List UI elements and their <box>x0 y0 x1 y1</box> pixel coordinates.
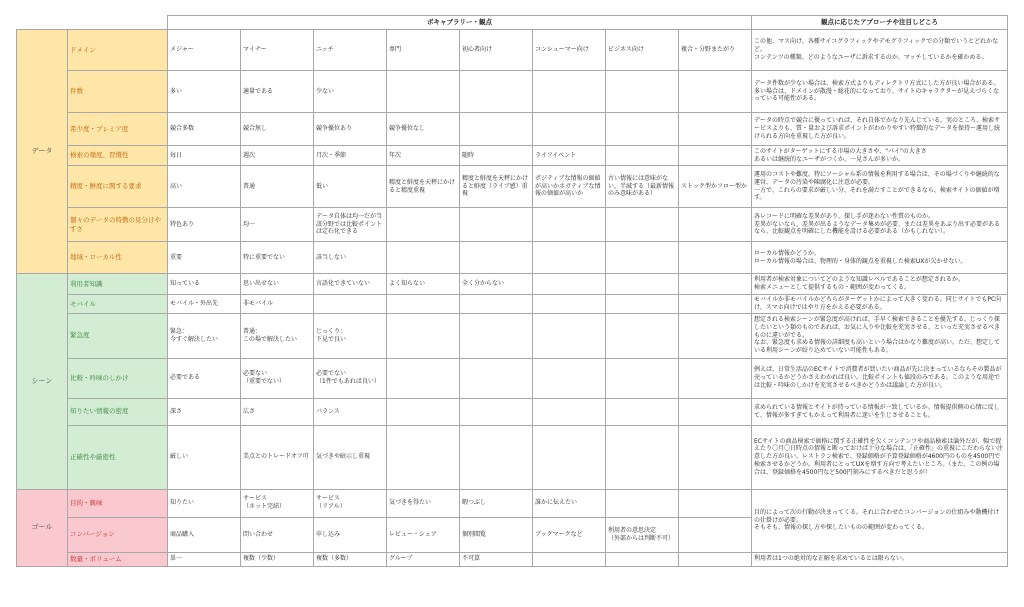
value-cell <box>460 398 533 425</box>
value-cell <box>387 242 460 274</box>
value-cell: レビュー・シェア <box>387 517 460 552</box>
value-cell <box>679 208 752 242</box>
value-cell: 必要である <box>168 358 241 398</box>
attribute-label: 検索の頻度、習慣性 <box>68 146 168 166</box>
value-cell <box>606 313 679 358</box>
value-cell <box>679 295 752 314</box>
value-cell: 単一 <box>168 552 241 566</box>
value-cell <box>387 71 460 113</box>
table-row <box>17 242 1008 274</box>
value-cell: ビジネス向け <box>606 30 679 71</box>
approach-note: 運用のコストや難度。特にソーシャル系の情報を利用する場合は、その場づくりや継続的な運営、データの汚染や陳腐化に注意が必要。 一方で、これらの要求が厳しい分、それを満たすことができるなら、検索サイトの価値が増す。 <box>752 166 1008 208</box>
value-cell <box>460 425 533 489</box>
table-row <box>17 313 1008 358</box>
value-cell: 全く分からない <box>460 274 533 295</box>
table-row <box>17 425 1008 489</box>
value-cell <box>606 113 679 146</box>
value-cell: 精度と鮮度を天秤にかけると鮮度（ライブ感）重視 <box>460 166 533 208</box>
table-row <box>17 489 1008 517</box>
approach-note: ローカル情報かどうか。 ローカル情報の場合は、物理的・身体的観点を重視した検索UXが欠かせない。 <box>752 242 1008 274</box>
value-cell: 高い <box>168 166 241 208</box>
value-cell: 特に重要でない <box>241 242 314 274</box>
value-cell: データ自体は均一だが当該分野では比較ポイントは定石化できる <box>314 208 387 242</box>
value-cell: 月次・季節 <box>314 146 387 166</box>
attribute-label: 個々のデータの特徴の見分けやすさ <box>68 208 168 242</box>
value-cell <box>679 313 752 358</box>
value-cell: 普通 <box>241 166 314 208</box>
value-cell: メジャー <box>168 30 241 71</box>
attribute-label: コンバージョン <box>68 517 168 552</box>
value-cell: 重要 <box>168 242 241 274</box>
value-cell: 商品購入 <box>168 517 241 552</box>
table-row <box>17 358 1008 398</box>
value-cell: 適量である <box>241 71 314 113</box>
approach-note: 各レコードに明確な差異があり、探し手が迷わない性質のものか。 差異がないなら、差異が出るようなデータ集めが必要、または差異をあぶり出す必要があるなら、比較観点を明確にした機能を設ける必要がある（かもしれない）。 <box>752 208 1008 242</box>
group-label-data: データ <box>17 30 68 274</box>
value-cell: 深さ <box>168 398 241 425</box>
value-cell: じっくり： 下見で良い <box>314 313 387 358</box>
value-cell <box>606 146 679 166</box>
value-cell <box>314 295 387 314</box>
value-cell <box>679 358 752 398</box>
table-row <box>17 30 1008 71</box>
approach-note: 想定される検索シーンが緊急度が高ければ、手早く検索できることを優先する。じっくり探したいという類のものであれば、お気に入りや比較を充実させる、といった充実させるべきものに違いがでる。 なお、緊急度も求める情報の詳細度も高いという場合はかなり難度が高い。ただ、想定している利用シーンが絞り込めていない可能性もある。 <box>752 313 1008 358</box>
table-row <box>17 208 1008 242</box>
value-cell <box>679 71 752 113</box>
value-cell: マイナー <box>241 30 314 71</box>
value-cell: ポジティブな情報の価値が高いかネガティブな情報の価値が高いか <box>533 166 606 208</box>
value-cell <box>387 398 460 425</box>
value-cell <box>679 552 752 566</box>
value-cell: 競争優位あり <box>314 113 387 146</box>
value-cell: よく知らない <box>387 274 460 295</box>
value-cell: 複合・分野またがり <box>679 30 752 71</box>
value-cell: 競合無し <box>241 113 314 146</box>
value-cell: サービス （リアル） <box>314 489 387 517</box>
value-cell: 暇つぶし <box>460 489 533 517</box>
approach-note: データの時点で競合に優っていれば、それ自体でかなり先んじている。実のところ、検索サービスよりも、質・量および訴求ポイントがわかりやすい特徴的なデータを保持～運用し続けられる方向を重視した方が良い。 <box>752 113 1008 146</box>
attribute-label: ドメイン <box>68 30 168 71</box>
value-cell <box>606 552 679 566</box>
value-cell <box>679 146 752 166</box>
table-body <box>17 30 1008 567</box>
value-cell <box>460 71 533 113</box>
value-cell <box>679 517 752 552</box>
value-cell <box>533 398 606 425</box>
value-cell: 問い合わせ <box>241 517 314 552</box>
value-cell: 非モバイル <box>241 295 314 314</box>
value-cell: 申し込み <box>314 517 387 552</box>
value-cell: 競争優位なし <box>387 113 460 146</box>
attribute-label: 緊急度 <box>68 313 168 358</box>
header-approach: 観点に応じたアプローチや注目しどころ <box>752 16 1008 30</box>
value-cell <box>679 398 752 425</box>
value-cell: 特色あり <box>168 208 241 242</box>
value-cell <box>387 295 460 314</box>
table-row <box>17 274 1008 295</box>
approach-note: データ件数が少ない場合は、検索方式よりもディレクトリ方式にした方が良い場合がある。 多い場合は、ドメインが散漫・総花的になっており、サイトのキャラクターが見えづらくなっている可能性がある。 <box>752 71 1008 113</box>
value-cell <box>533 358 606 398</box>
value-cell <box>387 313 460 358</box>
value-cell <box>606 242 679 274</box>
value-cell <box>606 398 679 425</box>
value-cell <box>533 274 606 295</box>
header-vocabulary: ボキャブラリー・観点 <box>168 16 752 30</box>
attribute-label: 件数 <box>68 71 168 113</box>
value-cell <box>460 295 533 314</box>
value-cell: 気づきを得たい <box>387 489 460 517</box>
value-cell <box>679 113 752 146</box>
value-cell <box>679 425 752 489</box>
value-cell: 言語化できていない <box>314 274 387 295</box>
table-row <box>17 71 1008 113</box>
value-cell <box>533 425 606 489</box>
value-cell: 専門 <box>387 30 460 71</box>
value-cell <box>606 489 679 517</box>
value-cell: 美点とのトレードオフ可 <box>241 425 314 489</box>
value-cell: 初心者向け <box>460 30 533 71</box>
value-cell: 競合多数 <box>168 113 241 146</box>
value-cell <box>387 208 460 242</box>
value-cell: 週次 <box>241 146 314 166</box>
approach-note: ECサイトの商品検索で価格に関する正確性を欠くコンテンツや商品検索は論外だが、幅で捉えたり〇月〇日時点の情報と断っておけば十分な場合は、「正確性」の重視にこだわらない注意した方が良い。レストラン検索で、登録価格が予算登録価格が4600円のものを4500円で検索させるかどうか。利用者にとってUXを増す方向で考えたいところ。（また、この例の場合は、登録価格を4500円など500円刻みにするべきだと思うが） <box>752 425 1008 489</box>
value-cell <box>460 208 533 242</box>
value-cell <box>606 358 679 398</box>
attribute-label: 地域・ローカル性 <box>68 242 168 274</box>
value-cell: 多い <box>168 71 241 113</box>
value-cell <box>606 274 679 295</box>
value-cell <box>679 242 752 274</box>
attribute-label: 希少度・プレミア度 <box>68 113 168 146</box>
attribute-label: モバイル <box>68 295 168 314</box>
value-cell <box>606 71 679 113</box>
attribute-label: 比較・吟味のしかけ <box>68 358 168 398</box>
value-cell: ライフイベント <box>533 146 606 166</box>
approach-note: この他、マス向け、各種サイコグラフィックやデモグラフィックでの分類でいうとどれかなど。 コンテンツの種類、どのようなユーザに訴求するのか、マッチしているかを確かめる。 <box>752 30 1008 71</box>
table-row <box>17 398 1008 425</box>
value-cell: モバイル・外出先 <box>168 295 241 314</box>
attribute-label: 知りたい情報の密度 <box>68 398 168 425</box>
value-cell: 複数（多数） <box>314 552 387 566</box>
value-cell: ストック型かフロー型か <box>679 166 752 208</box>
table-row <box>17 295 1008 314</box>
table-row <box>17 146 1008 166</box>
value-cell <box>533 113 606 146</box>
table-row <box>17 552 1008 566</box>
value-cell: 必要ない （重要でない） <box>241 358 314 398</box>
value-cell <box>533 295 606 314</box>
value-cell: 該当しない <box>314 242 387 274</box>
value-cell: 緊急： 今すぐ解決したい <box>168 313 241 358</box>
approach-note: モバイルか非モバイルかどちらがターゲットかによって大きく変わる。同じサイトでもPC向け、スマホ向けではやり方をかえる必要がある。 <box>752 295 1008 314</box>
value-cell: 年次 <box>387 146 460 166</box>
value-cell <box>679 489 752 517</box>
value-cell <box>460 313 533 358</box>
value-cell <box>533 208 606 242</box>
value-cell: ニッチ <box>314 30 387 71</box>
value-cell: サービス （ネット完結） <box>241 489 314 517</box>
table-row <box>17 166 1008 208</box>
value-cell <box>460 242 533 274</box>
value-cell: 利用者の意思決定 （外部からは判断不可） <box>606 517 679 552</box>
value-cell: 毎日 <box>168 146 241 166</box>
attribute-label: 正確性や厳密性 <box>68 425 168 489</box>
table-row <box>17 113 1008 146</box>
approach-note: 利用者は1つの絶対的な正解を求めているとは限らない。 <box>752 552 1008 566</box>
value-cell: 少ない <box>314 71 387 113</box>
group-label-goal: ゴール <box>17 489 68 566</box>
value-cell <box>606 208 679 242</box>
value-cell <box>679 274 752 295</box>
approach-note: 例えば、日常生活品のECサイトで消費者が買いたい商品が先に決まっているならその製品が売っているかどうかさえわかれば良い。比較ポイントも値段のみである。このような用途では比較・吟味のしかけを充実させるべきかどうかは議論した方が良い。 <box>752 358 1008 398</box>
value-cell: グループ <box>387 552 460 566</box>
value-cell: 普通： この場で解決したい <box>241 313 314 358</box>
value-cell: 不可算 <box>460 552 533 566</box>
attribute-label: 数量・ボリューム <box>68 552 168 566</box>
value-cell: 知りたい <box>168 489 241 517</box>
value-cell: 複数（少数） <box>241 552 314 566</box>
value-cell <box>606 295 679 314</box>
value-cell <box>387 425 460 489</box>
value-cell <box>533 552 606 566</box>
value-cell: 均一 <box>241 208 314 242</box>
value-cell: 広さ <box>241 398 314 425</box>
value-cell: 誰かに伝えたい <box>533 489 606 517</box>
value-cell <box>460 358 533 398</box>
approach-note: このサイトがターゲットにする市場の大きさや、"パイ"の大きさ あるいは継続的なユーザがつくか、一見さんが多いか。 <box>752 146 1008 166</box>
attribute-label: 精度・鮮度に関する要求 <box>68 166 168 208</box>
approach-note: 求められている情報とサイトが持っている情報が一致しているか。情報提供側の心情に反して、情報が多すぎてもかえって利用者に迷いを生じさせることも。 <box>752 398 1008 425</box>
value-cell: 低い <box>314 166 387 208</box>
value-cell: 厳しい <box>168 425 241 489</box>
group-label-scene: シーン <box>17 274 68 490</box>
value-cell <box>533 313 606 358</box>
value-cell <box>533 71 606 113</box>
value-cell: 古い情報には意味がない、半減する（最新情報のみ意味がある） <box>606 166 679 208</box>
value-cell <box>606 425 679 489</box>
value-cell: バランス <box>314 398 387 425</box>
value-cell <box>387 358 460 398</box>
corner-blank <box>17 16 168 30</box>
vocabulary-table <box>16 15 1008 567</box>
value-cell: 必要でない （1件でもあれば良い） <box>314 358 387 398</box>
approach-note: 利用者が検索対象についてどのような知識レベルであることが想定されるか。 検索メニューとして提供するもの・範囲が変わってくる。 <box>752 274 1008 295</box>
approach-note: 目的によって次の行動が決まってくる。それに合わせたコンバージョンの仕組みや動機付けの仕掛けが必要。 そもそも、情報の探し方や探したいものの範囲が変わってくる。 <box>752 489 1008 552</box>
value-cell: ブックマークなど <box>533 517 606 552</box>
value-cell: 随時 <box>460 146 533 166</box>
value-cell: 思い出せない <box>241 274 314 295</box>
value-cell: コンシューマー向け <box>533 30 606 71</box>
value-cell: 個別閲覧 <box>460 517 533 552</box>
value-cell <box>460 113 533 146</box>
value-cell <box>533 242 606 274</box>
attribute-label: 利用者知識 <box>68 274 168 295</box>
value-cell: 気づきや暗示し重視 <box>314 425 387 489</box>
value-cell: 知っている <box>168 274 241 295</box>
attribute-label: 目的・興味 <box>68 489 168 517</box>
value-cell: 精度と鮮度を天秤にかけると精度重視 <box>387 166 460 208</box>
